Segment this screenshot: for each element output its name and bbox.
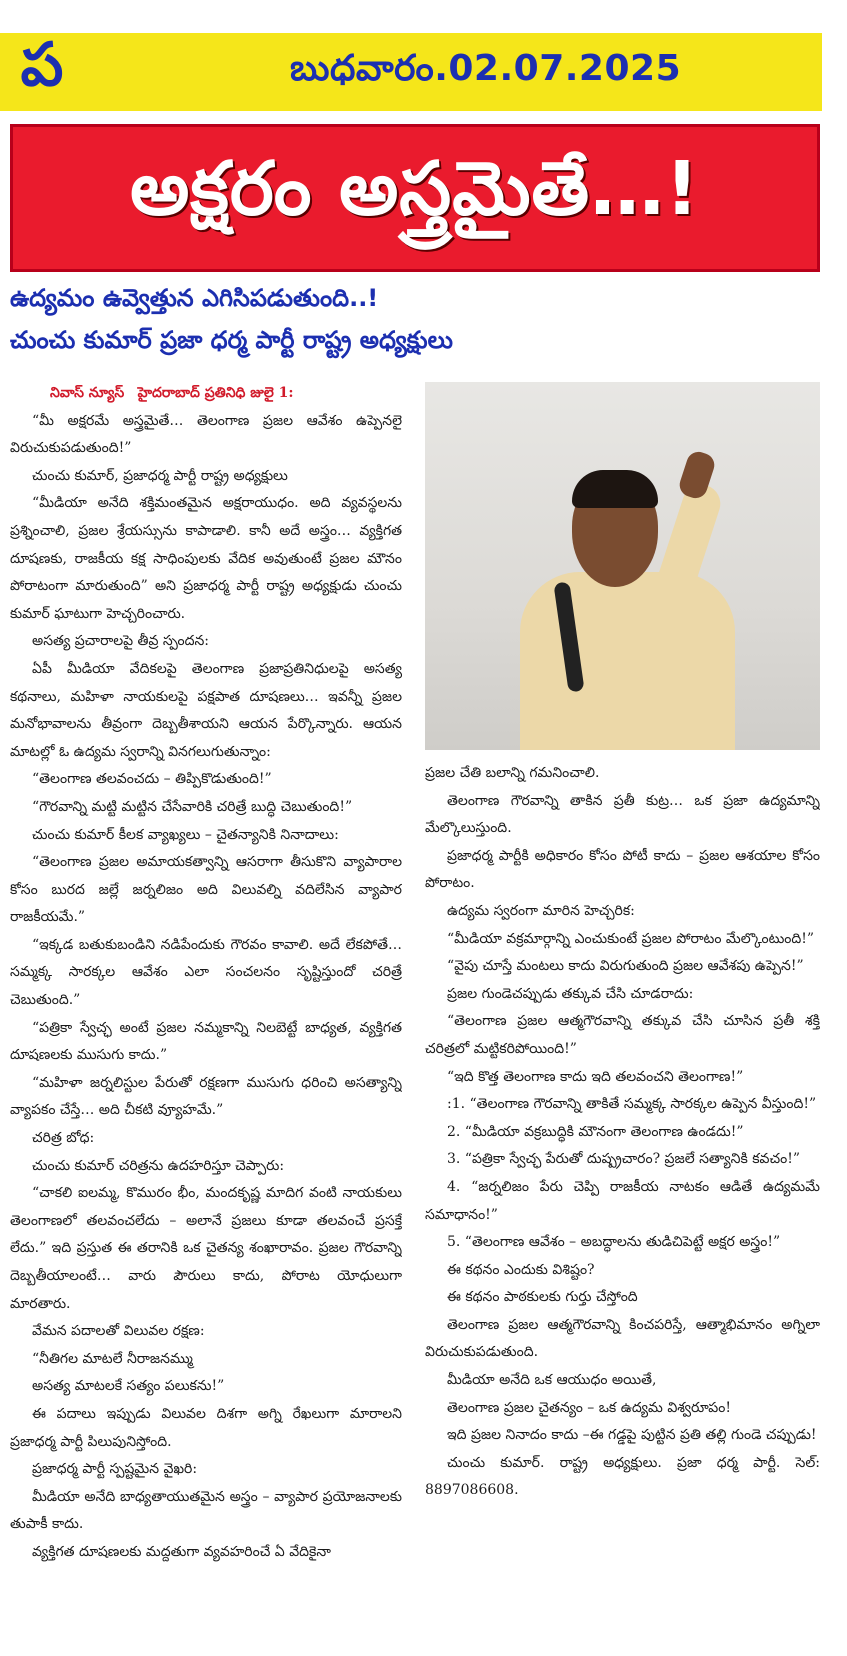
paragraph: చుంచు కుమార్, ప్రజాధర్మ పార్టీ రాష్ట్ర అధ్యక్షులు	[32, 467, 288, 484]
section-heading: ఉద్యమ స్వరంగా మారిన హెచ్చరిక:	[447, 902, 635, 919]
list-item: 4. “జర్నలిజం పేరు చెప్పి రాజకీయ నాటకం ఆడితే ఉద్యమమే సమాధానం!”	[425, 1178, 820, 1223]
signature: చుంచు కుమార్. రాష్ట్ర అధ్యక్షులు. ప్రజా ధర్మ పార్టీ. సెల్: 8897086608.	[425, 1454, 820, 1499]
section-heading: ఈ కథనం ఎందుకు విశిష్టం?	[447, 1261, 595, 1278]
paragraph: మీడియా అనేది ఒక ఆయుధం అయితే,	[447, 1372, 657, 1389]
headline: అక్షరం అస్త్రమైతే…!	[130, 146, 700, 232]
byline	[10, 380, 402, 408]
section-heading: వేమన పదాలతో విలువల రక్షణ:	[32, 1323, 205, 1340]
paragraph: ఈ పదాలు ఇప్పుడు విలువల దిశగా అగ్ని రేఖలుగా మారాలని ప్రజాధర్మ పార్టీ పిలుపునిస్తోంది.	[10, 1405, 402, 1450]
paragraph: “చాకలి ఐలమ్మ, కొమురం భీం, మందకృష్ణ మాదిగ వంటి నాయకులు తెలంగాణలో తలవంచలేదు – అలానే ప్రజలు కూడా తలవంచే ప్రసక్తే లేదు.” ఇది ప్రస్తుత ఈ తరానికి ఒక చైతన్య శంఖారావం. ప్రజల గౌరవాన్ని దెబ్బతీయాలంటే… వారు పౌరులు కాదు, పోరాట యోధులుగా మారతారు.	[10, 1185, 402, 1312]
quote: “తెలంగాణ ప్రజల ఆత్మగౌరవాన్ని తక్కువ చేసి చూసిన ప్రతీ శక్తి చరిత్రలో మట్టికరిపోయింది!”	[425, 1013, 820, 1057]
article-left-column	[10, 380, 402, 1656]
list-item: 5. “తెలంగాణ ఆవేశం – అబద్ధాలను తుడిచిపెట్టే అక్షర అస్త్రం!”	[447, 1234, 781, 1251]
quote: “ఇది కొత్త తెలంగాణ కాదు ఇది తలవంచని తెలంగాణ!”	[447, 1068, 744, 1085]
section-heading: అసత్య ప్రచారాలపై తీవ్ర స్పందన:	[32, 633, 209, 650]
paragraph: ఇది ప్రజల నినాదం కాదు –ఈ గడ్డపై పుట్టిన ప్రతి తల్లి గుండె చప్పుడు!	[447, 1427, 817, 1444]
byline-dateline: హైదరాబాద్ ప్రతినిధి జులై 1:	[137, 385, 294, 401]
paragraph: ఏపీ మీడియా వేదికలపై తెలంగాణ ప్రజాప్రతినిధులపై అసత్య కథనాలు, మహిళా నాయకులపై పక్షపాత దూషణలు… ఇవన్నీ ప్రజల మనోభావాలను తీవ్రంగా దెబ్బతీశాయని ఆయన పేర్కొన్నారు. ఆయన మాటల్లో ఓ ఉద్యమ స్వరాన్ని వినగలుగుతున్నాం:	[10, 660, 402, 760]
paragraph: చుంచు కుమార్ చరిత్రను ఉదహరిస్తూ చెప్పారు:	[32, 1157, 285, 1174]
paragraph: ప్రజాధర్మ పార్టీకి అధికారం కోసం పోటీ కాదు – ప్రజల ఆశయాల కోసం పోరాటం.	[425, 847, 820, 892]
paragraph: తెలంగాణ ప్రజల ఆత్మగౌరవాన్ని కించపరిస్తే, ఆత్మాభిమానం అగ్నిలా విరుచుకుపడుతుంది.	[425, 1316, 820, 1361]
subheadline-1: ఉద్యమం ఉవ్వెత్తున ఎగిసిపడుతుంది..!	[10, 284, 379, 312]
quote: “పత్రికా స్వేచ్ఛ అంటే ప్రజల నమ్మకాన్ని నిలబెట్టే బాధ్యత, వ్యక్తిగత దూషణలకు ముసుగు కాదు.”	[10, 1019, 402, 1064]
quote: “తెలంగాణ ప్రజల అమాయకత్వాన్ని ఆసరాగా తీసుకొని వ్యాపారాల కోసం బురద జల్లే జర్నలిజం అది విలువల్ని వదిలేసిన వ్యాపార రాజకీయమే.”	[10, 854, 402, 926]
list-item: 3. “పత్రికా స్వేచ్ఛ పేరుతో దుష్ప్రచారం? ప్రజలే సత్యానికి కవచం!”	[447, 1151, 801, 1168]
quote: “తెలంగాణ తలవంచదు – తిప్పికొడుతుంది!”	[32, 771, 272, 788]
section-heading: ప్రజాధర్మ పార్టీ స్పష్టమైన వైఖరి:	[32, 1461, 198, 1478]
quote: “వైపు చూస్తే మంటలు కాదు విరుగుతుంది ప్రజల ఆవేశపు ఉప్పెన!”	[447, 958, 804, 975]
quote: “ఇక్కడ బతుకుబండిని నడిపేందుకు గౌరవం కావాలి. అదే లేకపోతే… సమ్మక్క సారక్కల ఆవేశం ఎలా సంచలనం సృష్టిస్తుందో చరిత్రే చెబుతుంది.”	[10, 936, 402, 1009]
verse-line: “నీతిగల మాటలే నీరాజనమ్ము	[32, 1350, 193, 1367]
paragraph: “మీడియా అనేది శక్తిమంతమైన అక్షరాయుధం. అది వ్యవస్థలను ప్రశ్నించాలి, ప్రజల శ్రేయస్సును కాపాడాలి. కానీ అదే అస్త్రం… వ్యక్తిగత దూషణకు, రాజకీయ కక్ష సాధింపులకు వేదిక అవుతుంటే ప్రజల మౌనం పోరాటంగా మారుతుంది” అని ప్రజాధర్మ పార్టీ రాష్ట్ర అధ్యక్షుడు చుంచు కుమార్ ఘాటుగా హెచ్చరించారు.	[10, 495, 402, 622]
newspaper-logo: ప	[20, 30, 64, 100]
photo-hair	[572, 470, 658, 508]
paragraph: తెలంగాణ ప్రజల చైతన్యం – ఒక ఉద్యమ విశ్వరూపం!	[447, 1399, 731, 1416]
article-right-column	[425, 760, 820, 1656]
subheadline-2: చుంచు కుమార్ ప్రజా ధర్మ పార్టీ రాష్ట్ర అధ్యక్షులు	[10, 326, 453, 354]
section-heading: చుంచు కుమార్ కీలక వ్యాఖ్యలు – చైతన్యానికి నినాదాలు:	[32, 826, 339, 843]
quote: “మహిళా జర్నలిస్టుల పేరుతో రక్షణగా ముసుగు ధరించి అసత్యాన్ని వ్యాపకం చేస్తే… అది చీకటి వ్యూహమే.”	[10, 1074, 402, 1119]
issue-date: బుధవారం.02.07.2025	[290, 48, 682, 89]
paragraph: మీడియా అనేది బాధ్యతాయుతమైన అస్త్రం – వ్యాపార ప్రయోజనాలకు తుపాకీ కాదు.	[10, 1488, 402, 1533]
section-heading: చరిత్ర బోధ:	[32, 1130, 95, 1147]
speaker-photo	[425, 382, 820, 750]
list-item: 2. “మీడియా వక్రబుద్ధికి మౌనంగా తెలంగాణ ఉండదు!”	[447, 1123, 744, 1140]
section-heading: ప్రజల గుండెచప్పుడు తక్కువ చేసి చూడరాదు:	[447, 985, 694, 1002]
quote: “గౌరవాన్ని మట్టి మట్టిన చేసేవారికి చరిత్రే బుద్ధి చెబుతుంది!”	[32, 798, 353, 815]
paragraph: వ్యక్తిగత దూషణలకు మద్దతుగా వ్యవహరించే ఏ వేదికైనా	[32, 1543, 331, 1560]
verse-line: అసత్య మాటలకే సత్యం పలుకను!”	[32, 1378, 225, 1395]
quote: “మీడియా వక్రమార్గాన్ని ఎంచుకుంటే ప్రజల పోరాటం మేల్కొంటుంది!”	[447, 930, 815, 947]
paragraph: ప్రజల చేతి బలాన్ని గమనించాలి.	[425, 765, 600, 781]
paragraph: తెలంగాణ గౌరవాన్ని తాకిన ప్రతీ కుట్ర… ఒక ప్రజా ఉద్యమాన్ని మేల్కొలుస్తుంది.	[425, 792, 820, 837]
paragraph: ఈ కథనం పాఠకులకు గుర్తు చేస్తోంది	[447, 1289, 638, 1306]
paragraph: “మీ అక్షరమే అస్త్రమైతే… తెలంగాణ ప్రజల ఆవేశం ఉప్పెనలై విరుచుకుపడుతుంది!”	[10, 412, 402, 457]
headline-banner	[10, 124, 820, 272]
photo-shirt	[520, 572, 735, 750]
list-item: :1. “తెలంగాణ గౌరవాన్ని తాకితే సమ్మక్క సారక్కల ఉప్పెన వీస్తుంది!”	[447, 1096, 817, 1113]
byline-source: నివాస్ న్యూస్	[50, 385, 125, 401]
